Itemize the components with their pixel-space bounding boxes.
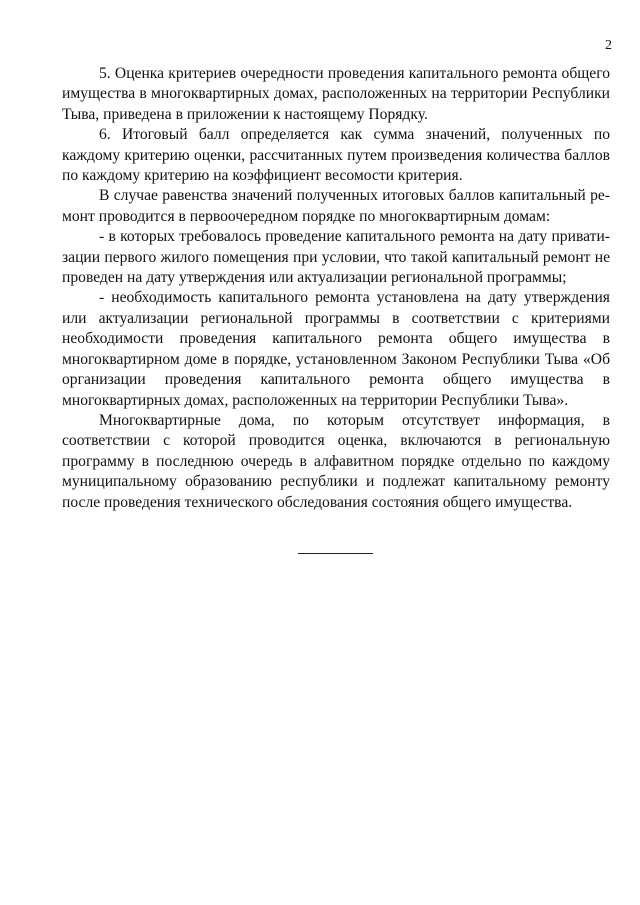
list-item-privatization: - в которых требовалось проведение капитального ремонта на дату приватизации первого жилого помещения при условии, что такой капитальный ремонт не проведен на дату утверждения или актуализации региональной программы; xyxy=(62,228,610,287)
page-number: 2 xyxy=(605,38,612,53)
paragraph-equal-scores: В случае равенства значений полученных итоговых баллов капитальный ремонт проводится в первоочередном порядке по многоквартирным домам: xyxy=(62,187,610,225)
closing-separator-line xyxy=(298,553,373,554)
paragraph-6: 6. Итоговый балл определяется как сумма значений, полученных по каждому критерию оценки, рассчитанных путем произведения количества баллов по каждому критерию на коэффициент весомости критерия. xyxy=(62,126,610,185)
document-body xyxy=(62,64,610,513)
paragraph-no-information: Многоквартирные дома, по которым отсутствует информация, в соответствии с которой проводится оценка, включаются в региональную программу в последнюю очередь в алфавитном порядке отдельно по каждому муниципальному образованию республики и подлежат капитальному ремонту после проведения технического обследования состояния общего имущества. xyxy=(62,411,610,511)
paragraph-5: 5. Оценка критериев очередности проведения капитального ремонта общего имущества в многоквартирных домах, расположенных на территории Республики Тыва, приведена в приложении к настоящему Порядку. xyxy=(62,65,610,123)
list-item-necessity: - необходимость капитального ремонта установлена на дату утверждения или актуализации региональной программы в соответствии с критериями необходимости проведения капитального ремонта общего имущества в многоквартирном доме в порядке, установленном Законом Республики Тыва «Об организации проведения капитального ремонта общего имущества в многоквартирных домах, расположенных на территории Республики Тыва». xyxy=(62,289,610,409)
